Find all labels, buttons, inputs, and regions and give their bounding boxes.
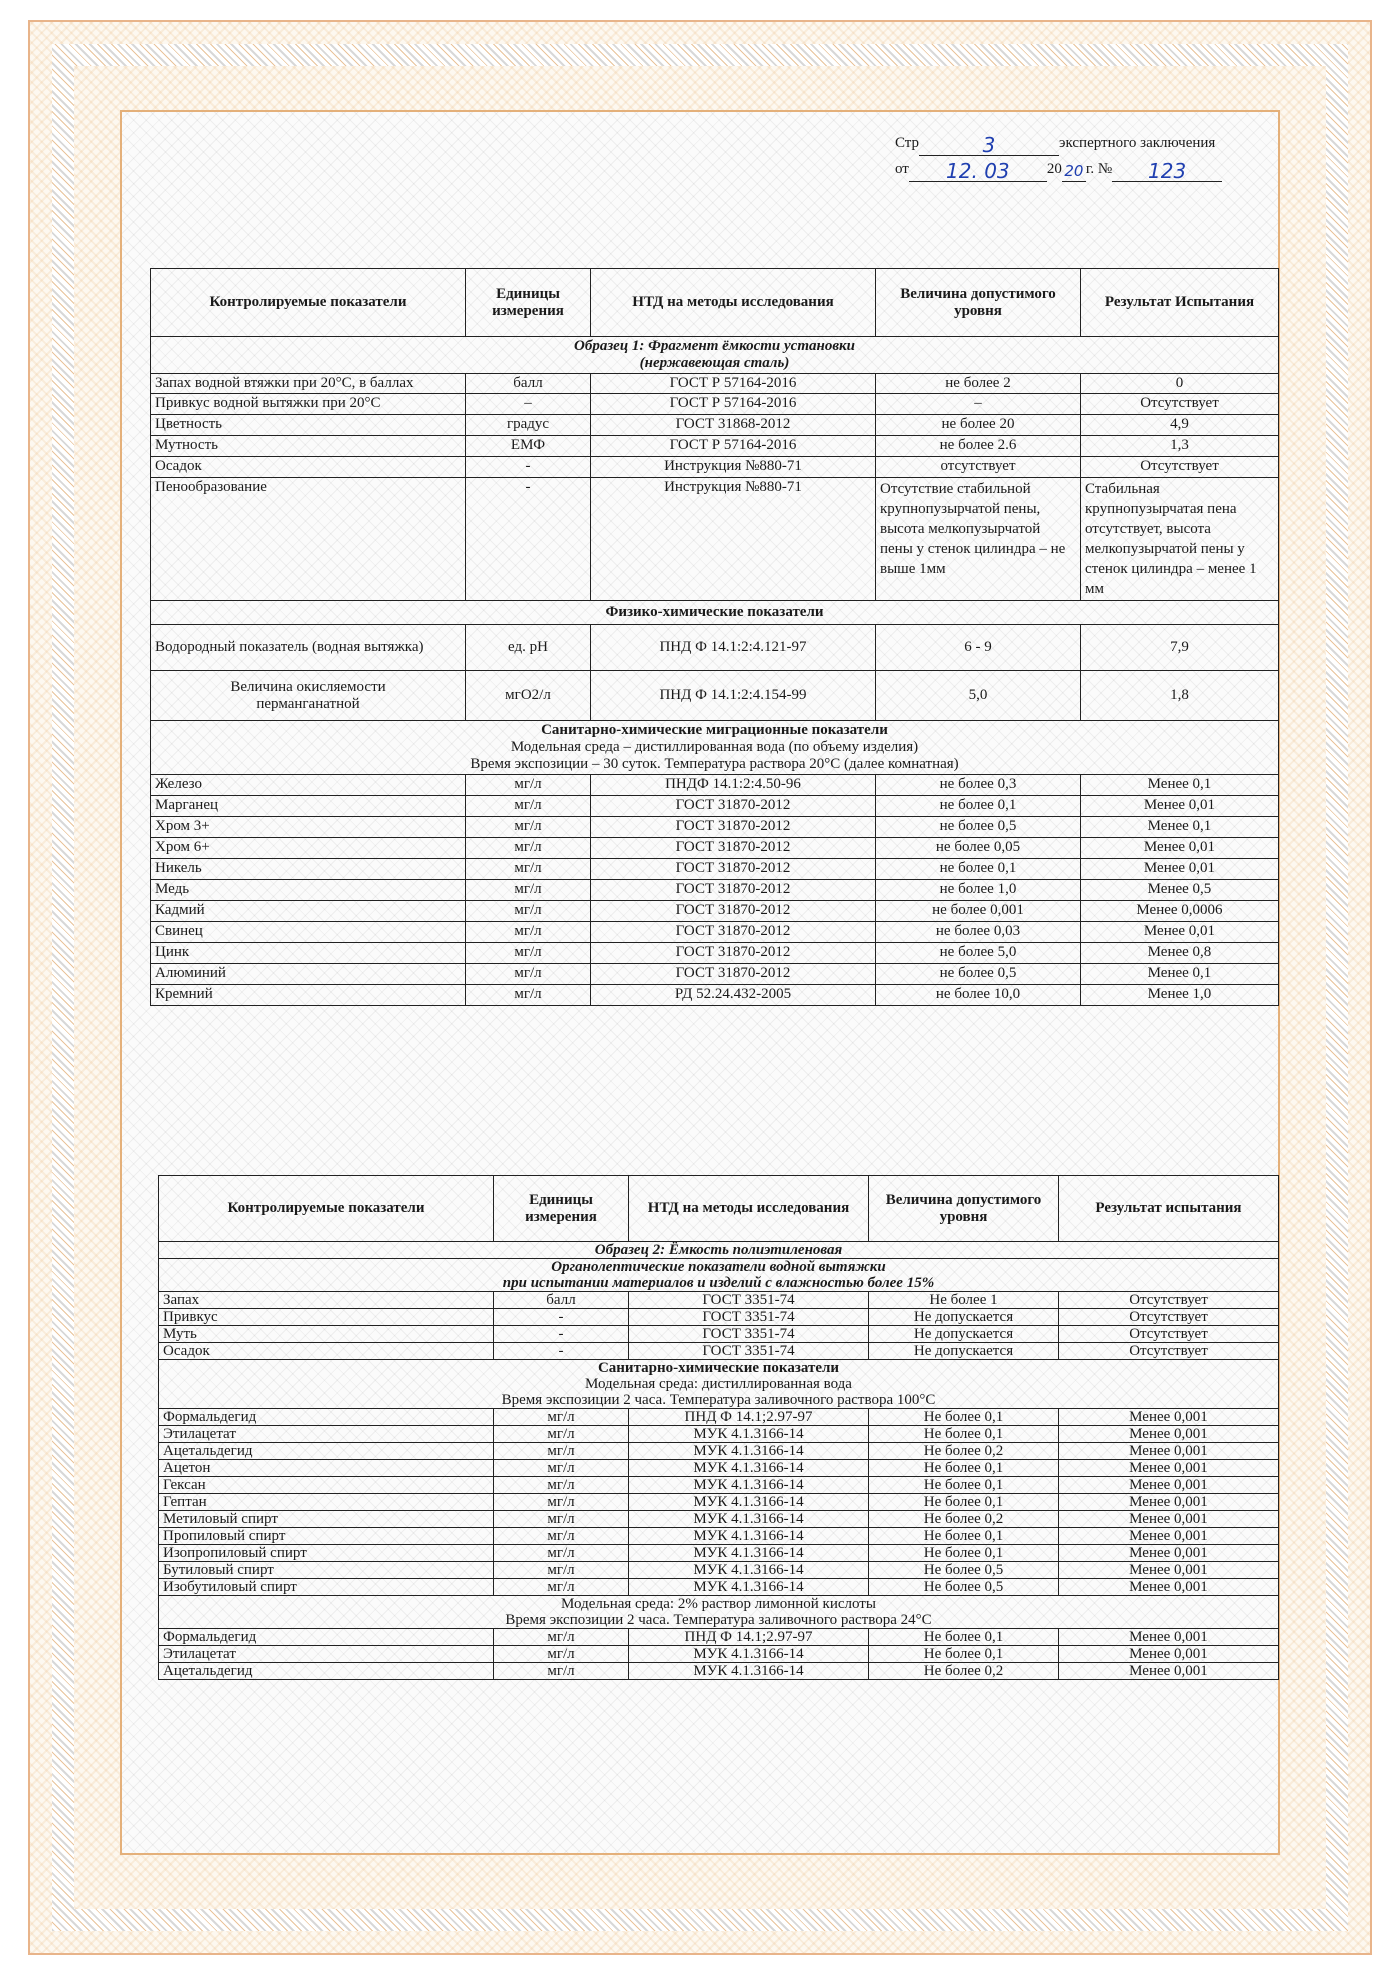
table-row: Запах водной втяжки при 20°С, в баллах балл ГОСТ Р 57164-2016 не более 2 0 [151,374,1279,394]
sample-1-results-table [150,268,1279,1006]
column-header: Единицы измерения [494,1176,629,1242]
table-row: Бутиловый спирт мг/л МУК 4.1.3166-14 Не более 0,5 Менее 0,001 [159,1562,1279,1579]
table-row: Формальдегид мг/л ПНД Ф 14.1;2.97-97 Не более 0,1 Менее 0,001 [159,1409,1279,1426]
table-row: Привкус водной вытяжки при 20°С – ГОСТ Р 57164-2016 – Отсутствует [151,394,1279,415]
page-label: Стр [895,135,920,151]
table-row: Ацетальдегид мг/л МУК 4.1.3166-14 Не более 0,2 Менее 0,001 [159,1663,1279,1680]
table-row: Медь мг/л ГОСТ 31870-2012 не более 1,0 Менее 0,5 [151,880,1279,901]
column-header: НТД на методы исследования [591,269,876,337]
table-row: Марганец мг/л ГОСТ 31870-2012 не более 0,1 Менее 0,01 [151,796,1279,817]
page-suffix: экспертного заключения [1059,135,1216,151]
sample-title: Образец 1: Фрагмент ёмкости установки (нержавеющая сталь) [151,337,1279,374]
column-header: Величина допустимого уровня [876,269,1081,337]
citric-acid-section-header [159,1596,1279,1629]
doc-number: 123 [1112,161,1222,182]
column-header: Контролируемые показатели [159,1176,494,1242]
table-row: Водородный показатель (водная вытяжка) ед. pH ПНД Ф 14.1:2:4.121-97 6 - 9 7,9 [151,625,1279,671]
page-number: 3 [919,135,1059,156]
sample-2-results-table [158,1175,1279,1680]
organoleptic-section-header: Органолептические показатели водной вытяжки при испытании материалов и изделий с влажностью более 15% [159,1259,1279,1292]
table-row: Изобутиловый спирт мг/л МУК 4.1.3166-14 Не более 0,5 Менее 0,001 [159,1579,1279,1596]
date-line [895,156,1280,182]
table-row: Цветность градус ГОСТ 31868-2012 не более 20 4,9 [151,415,1279,436]
section-note: Модельная среда: 2% раствор лимонной кислоты [561,1596,876,1612]
table-row: Кремний мг/л РД 52.24.432-2005 не более 10,0 Менее 1,0 [151,985,1279,1006]
table-row: Привкус - ГОСТ 3351-74 Не допускается Отсутствует [159,1309,1279,1326]
column-header: Величина допустимого уровня [869,1176,1059,1242]
year-value: 20 [1062,161,1086,182]
table-row: Ацетальдегид мг/л МУК 4.1.3166-14 Не более 0,2 Менее 0,001 [159,1443,1279,1460]
table-row: Гептан мг/л МУК 4.1.3166-14 Не более 0,1 Менее 0,001 [159,1494,1279,1511]
date-prefix: от [895,161,909,177]
table-header-row [159,1176,1279,1242]
section-note: Время экспозиции – 30 суток. Температура раствора 20°С (далее комнатная) [470,756,959,772]
table-row: Алюминий мг/л ГОСТ 31870-2012 не более 0,5 Менее 0,1 [151,964,1279,985]
column-header: Результат испытания [1059,1176,1279,1242]
table-row: Железо мг/л ПНДФ 14.1:2:4.50-96 не более 0,3 Менее 0,1 [151,775,1279,796]
table-row: Муть - ГОСТ 3351-74 Не допускается Отсутствует [159,1326,1279,1343]
column-header: Единицы измерения [466,269,591,337]
table-row: Гексан мг/л МУК 4.1.3166-14 Не более 0,1 Менее 0,001 [159,1477,1279,1494]
table-row: Запах балл ГОСТ 3351-74 Не более 1 Отсутствует [159,1292,1279,1309]
date-value: 12. 03 [909,161,1047,182]
section-note: Модельная среда – дистиллированная вода (по объему изделия) [510,739,919,755]
table-row: Этилацетат мг/л МУК 4.1.3166-14 Не более 0,1 Менее 0,001 [159,1426,1279,1443]
table-row: Кадмий мг/л ГОСТ 31870-2012 не более 0,001 Менее 0,0006 [151,901,1279,922]
section-note: Модельная среда: дистиллированная вода [585,1376,852,1392]
section-note: Время экспозиции 2 часа. Температура заливочного раствора 24°С [505,1612,932,1628]
table-row: Этилацетат мг/л МУК 4.1.3166-14 Не более 0,1 Менее 0,001 [159,1646,1279,1663]
table-row: Никель мг/л ГОСТ 31870-2012 не более 0,1 Менее 0,01 [151,859,1279,880]
table-row: Пропиловый спирт мг/л МУК 4.1.3166-14 Не более 0,1 Менее 0,001 [159,1528,1279,1545]
table-row: Величина окисляемости перманганатной мгО2/л ПНД Ф 14.1:2:4.154-99 5,0 1,8 [151,671,1279,721]
table-row: Метиловый спирт мг/л МУК 4.1.3166-14 Не более 0,2 Менее 0,001 [159,1511,1279,1528]
table-row: Свинец мг/л ГОСТ 31870-2012 не более 0,03 Менее 0,01 [151,922,1279,943]
sanitary-chemical-section-header [159,1360,1279,1409]
table-row: Цинк мг/л ГОСТ 31870-2012 не более 5,0 Менее 0,8 [151,943,1279,964]
table-row: Мутность ЕМФ ГОСТ Р 57164-2016 не более 2.6 1,3 [151,436,1279,457]
table-header-row [151,269,1279,337]
table-row: Ацетон мг/л МУК 4.1.3166-14 Не более 0,1 Менее 0,001 [159,1460,1279,1477]
column-header: Результат Испытания [1081,269,1279,337]
table-row: Изопропиловый спирт мг/л МУК 4.1.3166-14 Не более 0,1 Менее 0,001 [159,1545,1279,1562]
table-row: Осадок - ГОСТ 3351-74 Не допускается Отсутствует [159,1343,1279,1360]
section-title: Физико-химические показатели [151,601,1279,625]
table-row: Пенообразование - Инструкция №880-71 Отсутствие стабильной крупнопузырчатой пены, высота мелкопузырчатой пены у стенок цилиндра – не выше 1мм Стабильная крупнопузырчатая пена отсутствует, высота мелкопузырчатой пены у стенок цилиндра – менее 1 мм [151,478,1279,601]
column-header: Контролируемые показатели [151,269,466,337]
expert-conclusion-reference [895,130,1280,182]
section-note: Время экспозиции 2 часа. Температура заливочного раствора 100°С [501,1392,936,1408]
table-row: Хром 6+ мг/л ГОСТ 31870-2012 не более 0,05 Менее 0,01 [151,838,1279,859]
migration-section-header [151,721,1279,775]
table-row: Осадок - Инструкция №880-71 отсутствует Отсутствует [151,457,1279,478]
year-suffix: г. № [1085,161,1113,177]
section-title: Санитарно-химические показатели [597,1360,840,1376]
table-row: Формальдегид мг/л ПНД Ф 14.1;2.97-97 Не более 0,1 Менее 0,001 [159,1629,1279,1646]
table-row: Хром 3+ мг/л ГОСТ 31870-2012 не более 0,5 Менее 0,1 [151,817,1279,838]
year-prefix: 20 [1046,161,1062,177]
page-line [895,130,1280,156]
column-header: НТД на методы исследования [629,1176,869,1242]
section-title: Санитарно-химические миграционные показатели [541,722,888,738]
sample-title: Образец 2: Ёмкость полиэтиленовая [159,1242,1279,1259]
